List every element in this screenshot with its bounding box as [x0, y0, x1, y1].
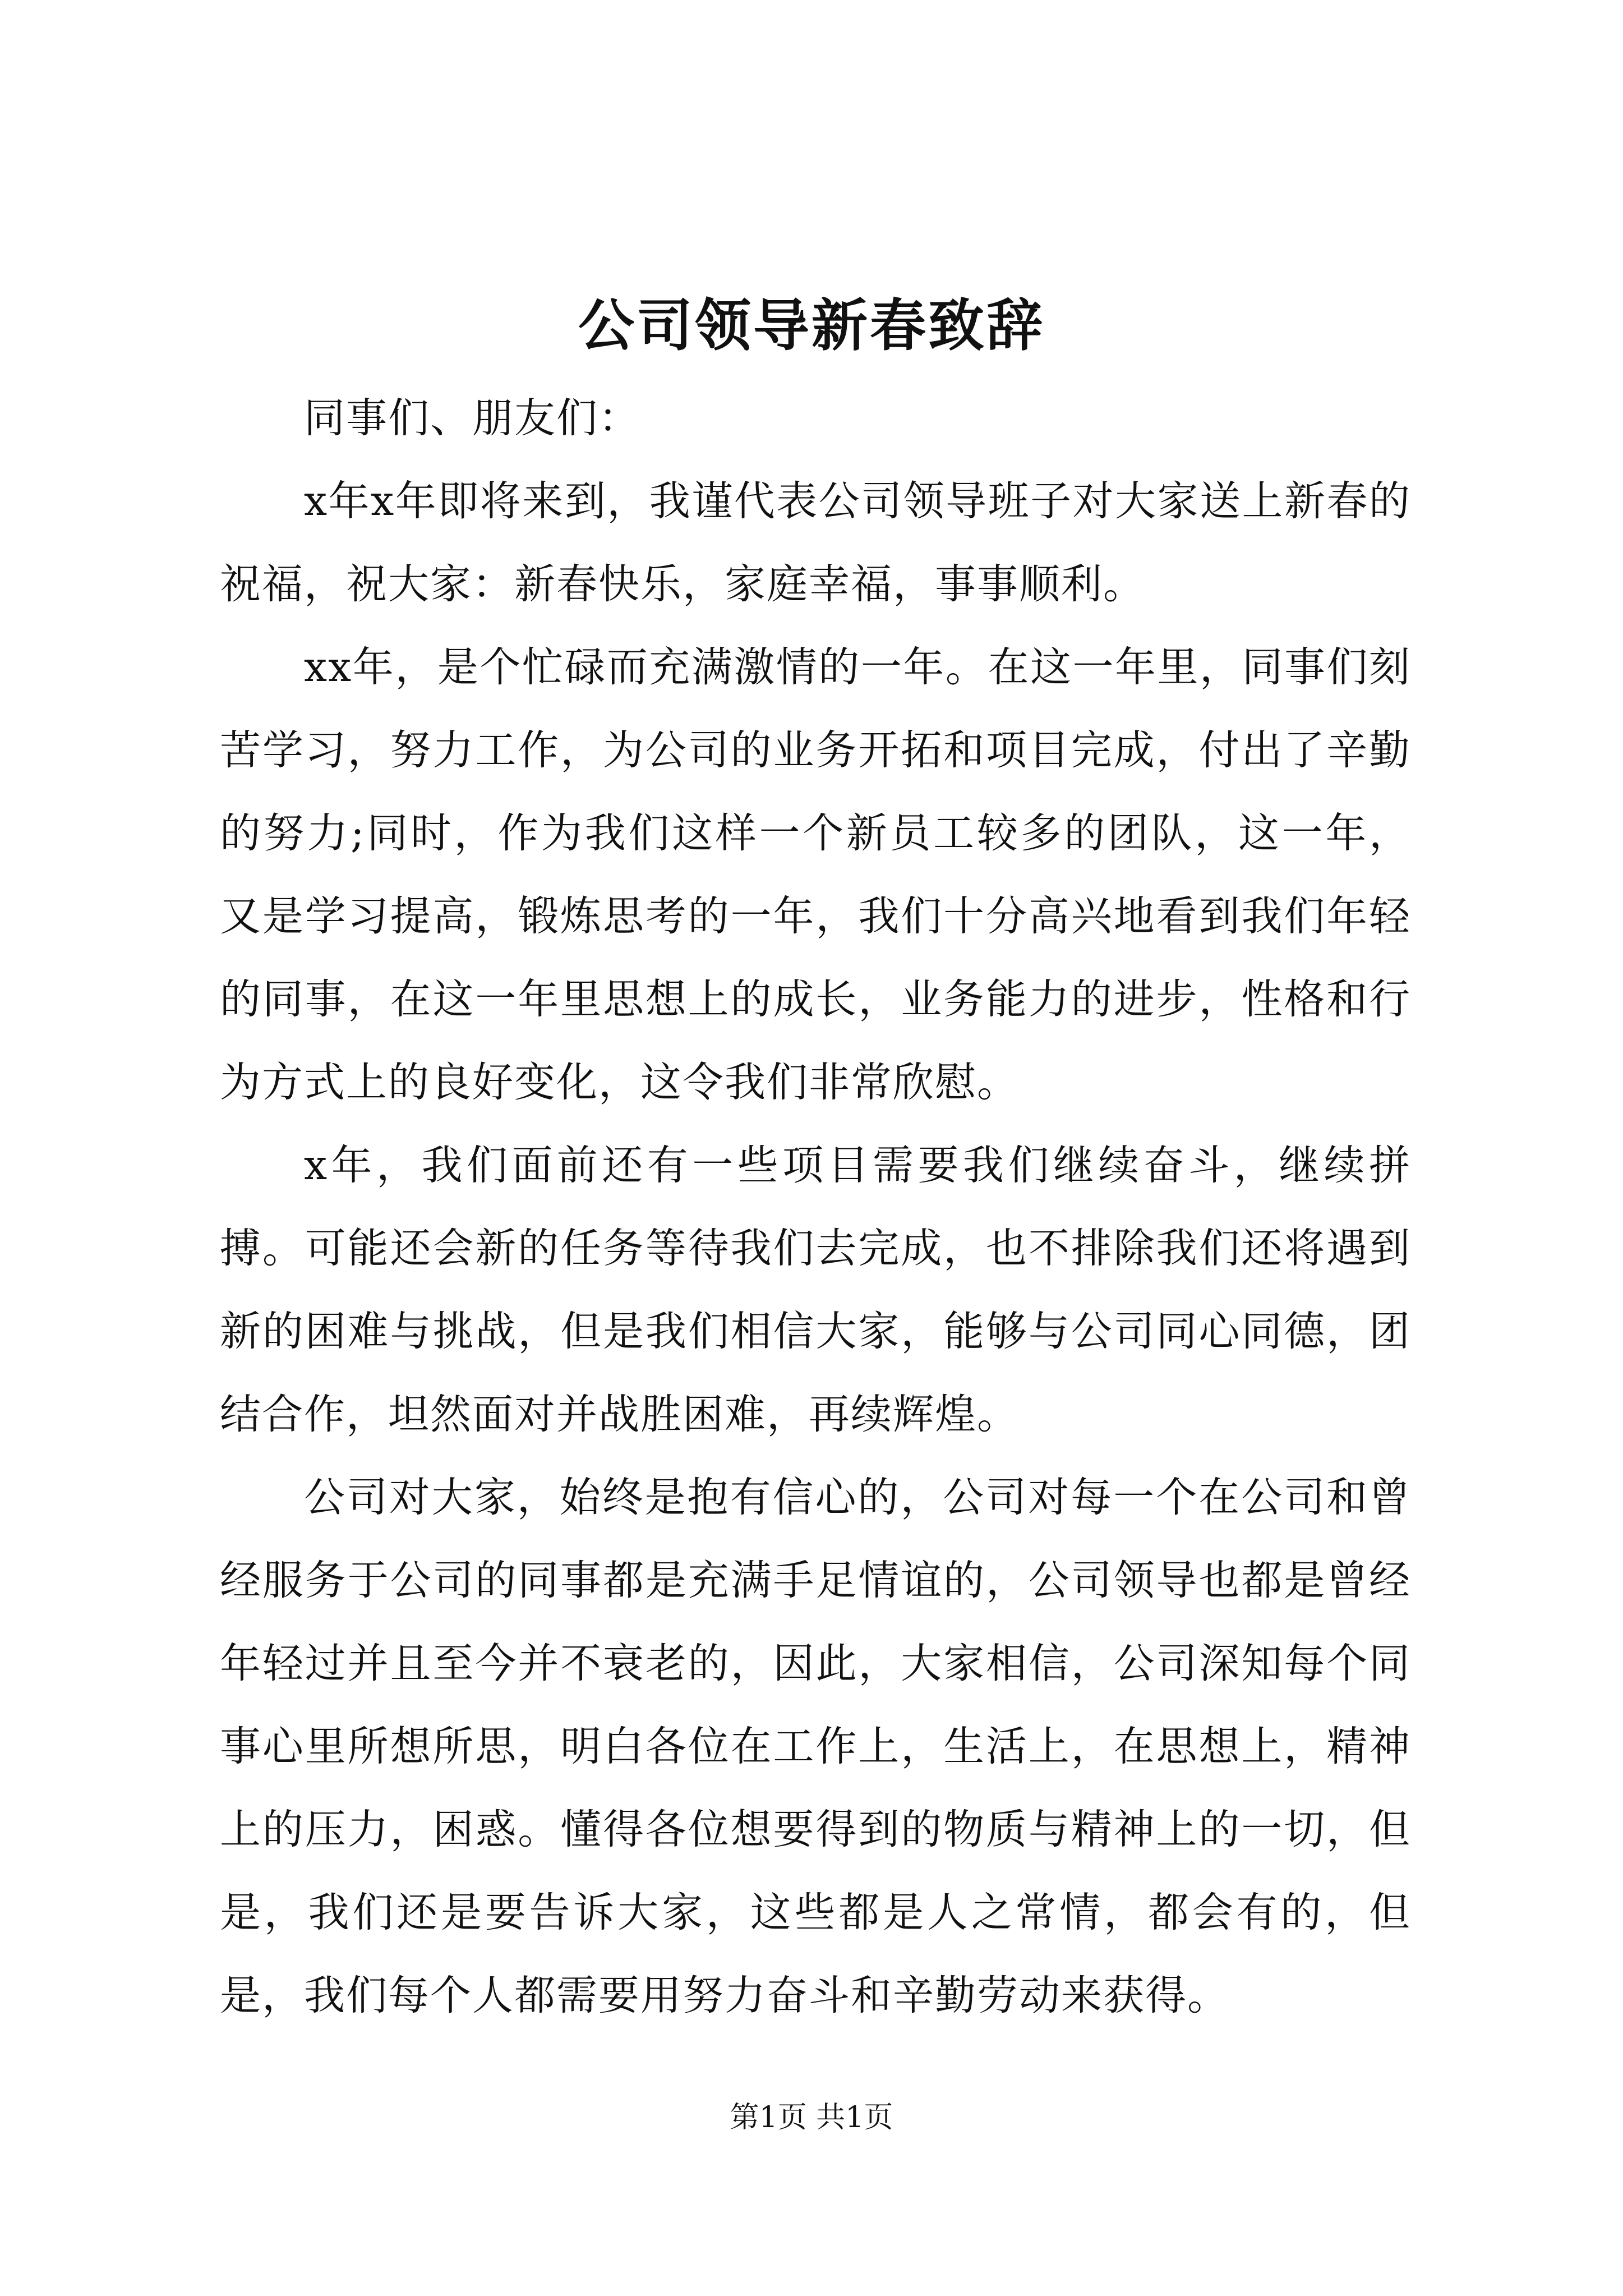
- body-paragraph: x年x年即将来到，我谨代表公司领导班子对大家送上新春的祝福，祝大家：新春快乐，家庭幸福，事事顺利。: [220, 477, 1411, 608]
- document-body: [220, 377, 1411, 2037]
- body-paragraph: 公司对大家，始终是抱有信心的，公司对每一个在公司和曾经服务于公司的同事都是充满手足情谊的，公司领导也都是曾经年轻过并且至今并不衰老的，因此，大家相信，公司深知每个同事心里所想所思，明白各位在工作上，生活上，在思想上，精神上的压力，困惑。懂得各位想要得到的物质与精神上的一切，但是，我们还是要告诉大家，这些都是人之常情，都会有的，但是，我们每个人都需要用努力奋斗和辛勤劳动来获得。: [220, 1474, 1411, 2019]
- body-paragraph: xx年，是个忙碌而充满激情的一年。在这一年里，同事们刻苦学习，努力工作，为公司的业务开拓和项目完成，付出了辛勤的努力;同时，作为我们这样一个新员工较多的团队，这一年，又是学习提高，锻炼思考的一年，我们十分高兴地看到我们年轻的同事，在这一年里思想上的成长，业务能力的进步，性格和行为方式上的良好变化，这令我们非常欣慰。: [220, 643, 1411, 1106]
- document-title: 公司领导新春致辞: [578, 292, 1045, 358]
- page-number-footer: 第1页 共1页: [730, 2101, 893, 2134]
- salutation-paragraph: 同事们、朋友们：: [304, 394, 640, 442]
- body-paragraph: x年，我们面前还有一些项目需要我们继续奋斗，继续拼搏。可能还会新的任务等待我们去完成，也不排除我们还将遇到新的困难与挑战，但是我们相信大家，能够与公司同心同德，团结合作，坦然面对并战胜困难，再续辉煌。: [220, 1142, 1411, 1438]
